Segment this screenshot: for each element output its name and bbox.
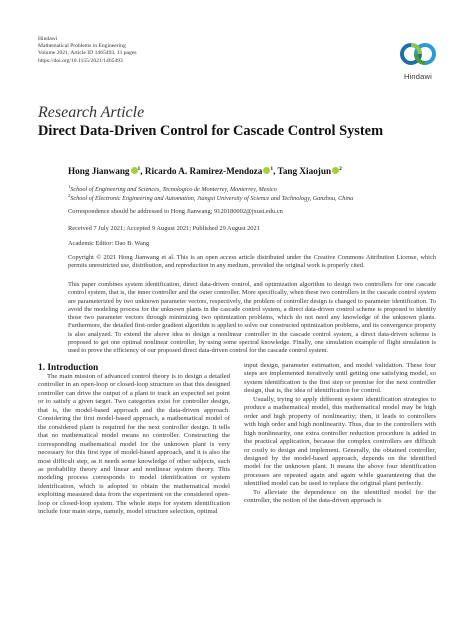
author-separator: , bbox=[273, 166, 278, 177]
author-sup: 1 bbox=[270, 166, 274, 172]
author-separator: , bbox=[140, 166, 145, 177]
paragraph: The main mission of advanced control theory is to design a detailed controller in an open-loop or closed-loop structure so that this designed controller can drive the output of a plant to track an expected set point or to satisfy a given target. Two categories exist for controller design, that is, the model-based approach and the data-driven approach. Considering the first model-based approach, a mathematical model of the considered plant is required for the next controller design. It tells that no mathematical model means no controller. Constructing the corresponding mathematical model for the unknown plant is very necessary for this first type of model-based approach, and it is also the most difficult step, as it needs some knowledge of other subjects, such as probability theory and linear and nonlinear system theory. This modeling process corresponds to model identification or system identification, which is adopted to obtain the mathematical model exploiting measured data from the experiment on the considered open-loop or closed-loop system. The whole steps for system identification include four main steps, namely, model structure selection, optimal bbox=[38, 373, 230, 516]
affiliation-text: School of Engineering and Sciences, Tecnologico de Monterrey, Monterrey, Mexico bbox=[70, 186, 277, 194]
correspondence: Correspondence should be addressed to Hong Jianwang; 9120180002@jxust.edu.cn bbox=[68, 208, 283, 215]
affiliation-text: School of Electronic Engineering and Automation, Jiangxi University of Science and Technology, Ganzhou, China bbox=[70, 195, 354, 203]
intro-right-column bbox=[244, 362, 436, 506]
orcid-icon[interactable] bbox=[131, 167, 138, 174]
author-name: Hong Jianwang bbox=[68, 166, 130, 177]
author-list bbox=[68, 166, 342, 176]
dates: Received 7 July 2021; Accepted 9 August 2021; Published 29 August 2021 bbox=[68, 225, 260, 232]
journal-info bbox=[38, 36, 137, 65]
author-name: Tang Xiaojun bbox=[277, 166, 332, 177]
paragraph: Usually, trying to apply different system identification strategies to produce a mathematical model, this mathematical model may be high order and high property of nonlinearity; then, it leads to controllers with high order and high nonlinearity. Thus, due to the controllers with high nonlinearity, one extra controller reduction procedure is added in the practical application, because the complex controllers are difficult or costly to design and implement. Generally, the obtained controller, designed by the model-based approach, depends on the identified model for the unknown plant. It means the above four identification processes are repeated again and again while guaranteeing that the identified model can be used to replace the original plant perfectly. bbox=[244, 395, 436, 488]
copyright-notice: Copyright © 2021 Hong Jianwang et al. This is an open access article distributed under the Creative Commons Attribution License, which permits unrestricted use, distribution, and reproduction in any medium, provided the original work is properly cited. bbox=[68, 254, 436, 270]
author-name: Ricardo A. Ramirez-Mendoza bbox=[144, 166, 263, 177]
volume-line: Volume 2021, Article ID 1465493, 11 pages bbox=[38, 50, 137, 57]
article-type: Research Article bbox=[38, 104, 145, 121]
logo-text: Hindawi bbox=[403, 72, 433, 81]
academic-editor: Academic Editor: Dao B. Wang bbox=[68, 240, 150, 247]
abstract: This paper combines system identification, direct data-driven control, and optimization algorithm to design two controllers for one cascade control system, that is, the inner controller and the outer controller. More specifically, when these two controllers in the cascade control system are parameterized by two unknown parameter vectors, respectively, the problem of controller design is changed to parameter identification. To avoid the modeling process for the unknown plants in the cascade control system, a direct data-driven control scheme is proposed to identify those two parameter vectors through minimizing two optimization problems, which do not need any knowledge of the unknown plants. Furthermore, the detailed first-order gradient algorithm is applied to solve our constructed optimization problems, and its convergence property is also analyzed. To extend the above idea to design a nonlinear controller in the cascade control system, a direct data-driven scheme is proposed to get one optimal nonlinear controller, by using some spectral knowledge. Finally, one simulation example of flight simulation is used to prove the efficiency of our proposed direct data-driven control for the cascade control system. bbox=[68, 281, 436, 354]
author-sup: 2 bbox=[339, 166, 342, 172]
paragraph: input design, parameter estimation, and model validation. These four steps are implemented iteratively until getting one satisfying model, so system identification is the first step or premise for the next controller design, that is, the idea of identification for control. bbox=[244, 362, 436, 395]
section-heading: 1. Introduction bbox=[38, 363, 99, 373]
paragraph: To alleviate the dependence on the identified model for the controller, the notion of the data-driven approach is bbox=[244, 488, 436, 505]
affiliation-2 bbox=[68, 192, 353, 203]
affiliation-sup: 2 bbox=[68, 193, 71, 198]
affiliation-sup: 1 bbox=[68, 184, 71, 189]
journal-name: Mathematical Problems in Engineering bbox=[38, 43, 126, 50]
intro-left-column bbox=[38, 373, 230, 517]
doi-link[interactable]: https://doi.org/10.1155/2021/1465493 bbox=[38, 57, 123, 64]
author-sup: 1 bbox=[137, 166, 141, 172]
publisher-line: Hindawi bbox=[38, 36, 58, 42]
paper-title: Direct Data-Driven Control for Cascade Control System bbox=[38, 123, 384, 139]
